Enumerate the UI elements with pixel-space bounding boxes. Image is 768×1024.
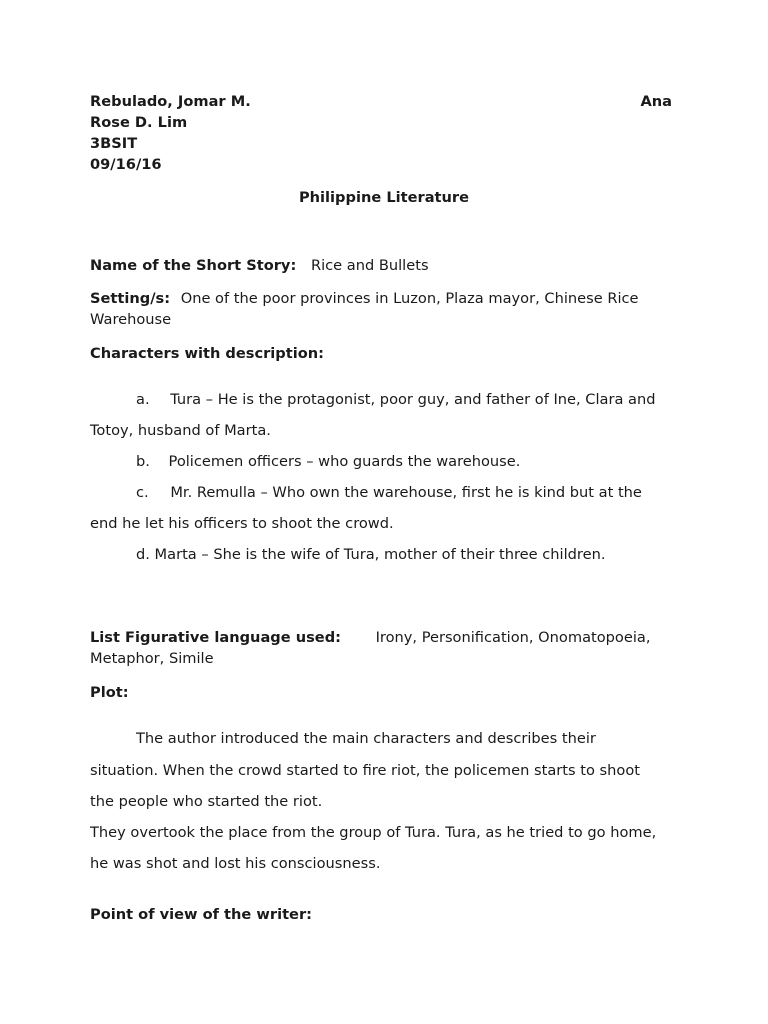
plot-line: The author introduced the main characters and describes their [136, 730, 596, 747]
character-item-a [136, 391, 656, 408]
plot-line: situation. When the crowd started to fire riot, the policemen starts to shoot [90, 762, 640, 779]
character-item-b [136, 453, 520, 470]
character-text: Tura – He is the protagonist, poor guy, and father of Ine, Clara and [170, 391, 656, 408]
author-name-secondary-start: Ana [640, 93, 672, 110]
setting-label: Setting/s: [90, 290, 171, 307]
list-marker: a. [136, 391, 150, 408]
character-item-c-continuation: end he let his officers to shoot the crowd. [90, 515, 394, 532]
figurative-value-line2: Metaphor, Simile [90, 650, 214, 667]
page-title: Philippine Literature [298, 189, 470, 206]
date-label: 09/16/16 [90, 156, 162, 173]
list-marker: b. [136, 453, 150, 470]
character-text: Policemen officers – who guards the warehouse. [168, 453, 521, 470]
point-of-view-label: Point of view of the writer: [90, 906, 312, 923]
plot-line: he was shot and lost his consciousness. [90, 855, 381, 872]
figurative-label: List Figurative language used: [90, 629, 341, 646]
author-name-primary: Rebulado, Jomar M. [90, 93, 251, 110]
character-item-c [136, 484, 642, 501]
setting-value-line2: Warehouse [90, 311, 172, 328]
setting-value-line1: One of the poor provinces in Luzon, Plaza mayor, Chinese Rice [180, 290, 639, 307]
story-name-label: Name of the Short Story: [90, 257, 297, 274]
character-item-a-continuation: Totoy, husband of Marta. [90, 422, 271, 439]
story-name-row [90, 257, 429, 274]
character-item-d: d. Marta – She is the wife of Tura, mother of their three children. [136, 546, 606, 563]
story-name-value: Rice and Bullets [310, 257, 429, 274]
character-text: Mr. Remulla – Who own the warehouse, first he is kind but at the [170, 484, 642, 501]
author-names-line2: Rose D. Lim [90, 114, 188, 131]
plot-label: Plot: [90, 684, 129, 701]
section-label: 3BSIT [90, 135, 138, 152]
author-names-line1 [90, 93, 672, 110]
characters-label: Characters with description: [90, 345, 324, 362]
figurative-value-line1: Irony, Personification, Onomatopoeia, [375, 629, 651, 646]
figurative-row [90, 629, 650, 646]
list-marker: c. [136, 484, 149, 501]
setting-row [90, 290, 639, 307]
plot-line: the people who started the riot. [90, 793, 323, 810]
plot-line: They overtook the place from the group of Tura. Tura, as he tried to go home, [90, 824, 657, 841]
